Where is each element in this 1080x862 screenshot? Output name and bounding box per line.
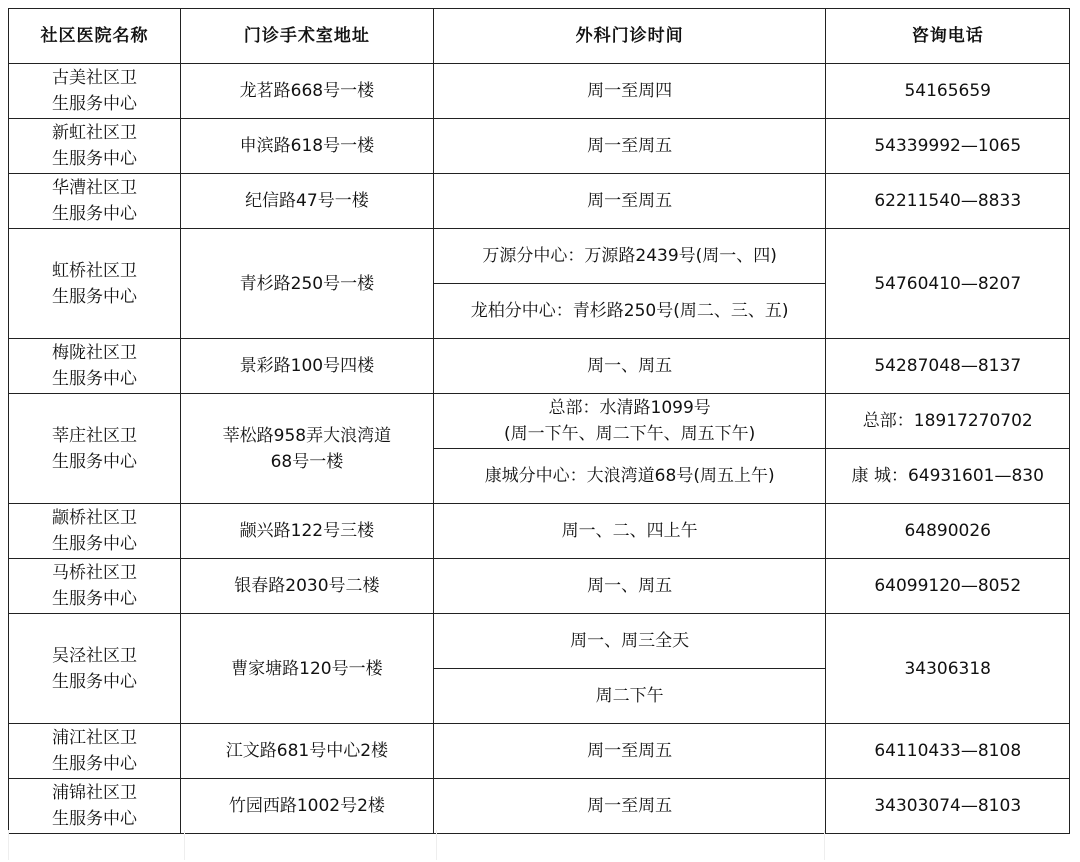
table-row xyxy=(9,779,1070,834)
phone-cell: 62211540—8833 xyxy=(826,174,1070,229)
hospital-name: 马桥社区卫 生服务中心 xyxy=(9,559,181,614)
column-divider xyxy=(184,830,185,860)
time-cell: 周一至周五 xyxy=(433,119,826,174)
column-divider xyxy=(436,830,437,860)
phone-cell: 康 城：64931601—830 xyxy=(826,449,1070,504)
address-cell: 龙茗路668号一楼 xyxy=(180,64,433,119)
hospital-name: 吴泾社区卫 生服务中心 xyxy=(9,614,181,724)
table-row xyxy=(9,229,1070,284)
table-row xyxy=(9,724,1070,779)
time-cell: 康城分中心：大浪湾道68号(周五上午) xyxy=(433,449,826,504)
table-row xyxy=(9,64,1070,119)
time-cell: 周一、二、四上午 xyxy=(433,504,826,559)
phone-cell: 34303074—8103 xyxy=(826,779,1070,834)
table-row xyxy=(9,119,1070,174)
phone-cell: 64099120—8052 xyxy=(826,559,1070,614)
phone-cell: 54165659 xyxy=(826,64,1070,119)
phone-cell: 34306318 xyxy=(826,614,1070,724)
phone-cell: 64890026 xyxy=(826,504,1070,559)
phone-cell: 54339992—1065 xyxy=(826,119,1070,174)
address-cell: 景彩路100号四楼 xyxy=(180,339,433,394)
address-cell: 青杉路250号一楼 xyxy=(180,229,433,339)
time-cell: 周一至周五 xyxy=(433,724,826,779)
hospital-name: 梅陇社区卫 生服务中心 xyxy=(9,339,181,394)
table-header-row xyxy=(9,9,1070,64)
address-cell: 江文路681号中心2楼 xyxy=(180,724,433,779)
phone-cell: 64110433—8108 xyxy=(826,724,1070,779)
address-cell: 颛兴路122号三楼 xyxy=(180,504,433,559)
time-cell: 总部：水清路1099号 (周一下午、周二下午、周五下午) xyxy=(433,394,826,449)
clinic-table xyxy=(8,8,1070,834)
time-cell: 龙柏分中心：青杉路250号(周二、三、五) xyxy=(433,284,826,339)
phone-cell: 总部：18917270702 xyxy=(826,394,1070,449)
hospital-name: 浦江社区卫 生服务中心 xyxy=(9,724,181,779)
table-row xyxy=(9,559,1070,614)
hospital-name: 古美社区卫 生服务中心 xyxy=(9,64,181,119)
address-cell: 申滨路618号一楼 xyxy=(180,119,433,174)
address-cell: 纪信路47号一楼 xyxy=(180,174,433,229)
time-cell: 周一、周五 xyxy=(433,339,826,394)
time-cell: 周一至周五 xyxy=(433,174,826,229)
address-cell: 莘松路958弄大浪湾道 68号一楼 xyxy=(180,394,433,504)
header-phone: 咨询电话 xyxy=(826,9,1070,64)
time-cell: 万源分中心：万源路2439号(周一、四) xyxy=(433,229,826,284)
table-row xyxy=(9,614,1070,669)
hospital-name: 颛桥社区卫 生服务中心 xyxy=(9,504,181,559)
address-cell: 曹家塘路120号一楼 xyxy=(180,614,433,724)
time-cell: 周一、周五 xyxy=(433,559,826,614)
phone-cell: 54287048—8137 xyxy=(826,339,1070,394)
time-cell: 周二下午 xyxy=(433,669,826,724)
address-cell: 竹园西路1002号2楼 xyxy=(180,779,433,834)
header-address: 门诊手术室地址 xyxy=(180,9,433,64)
table-row xyxy=(9,504,1070,559)
address-cell: 银春路2030号二楼 xyxy=(180,559,433,614)
header-name: 社区医院名称 xyxy=(9,9,181,64)
table-row xyxy=(9,174,1070,229)
hospital-name: 虹桥社区卫 生服务中心 xyxy=(9,229,181,339)
hospital-name: 浦锦社区卫 生服务中心 xyxy=(9,779,181,834)
time-cell: 周一至周五 xyxy=(433,779,826,834)
hospital-name: 华漕社区卫 生服务中心 xyxy=(9,174,181,229)
time-cell: 周一至周四 xyxy=(433,64,826,119)
hospital-name: 新虹社区卫 生服务中心 xyxy=(9,119,181,174)
empty-row-remnant xyxy=(8,830,1071,860)
column-divider xyxy=(824,830,825,860)
table-row xyxy=(9,394,1070,449)
header-time: 外科门诊时间 xyxy=(433,9,826,64)
table-row xyxy=(9,339,1070,394)
time-cell: 周一、周三全天 xyxy=(433,614,826,669)
phone-cell: 54760410—8207 xyxy=(826,229,1070,339)
hospital-name: 莘庄社区卫 生服务中心 xyxy=(9,394,181,504)
